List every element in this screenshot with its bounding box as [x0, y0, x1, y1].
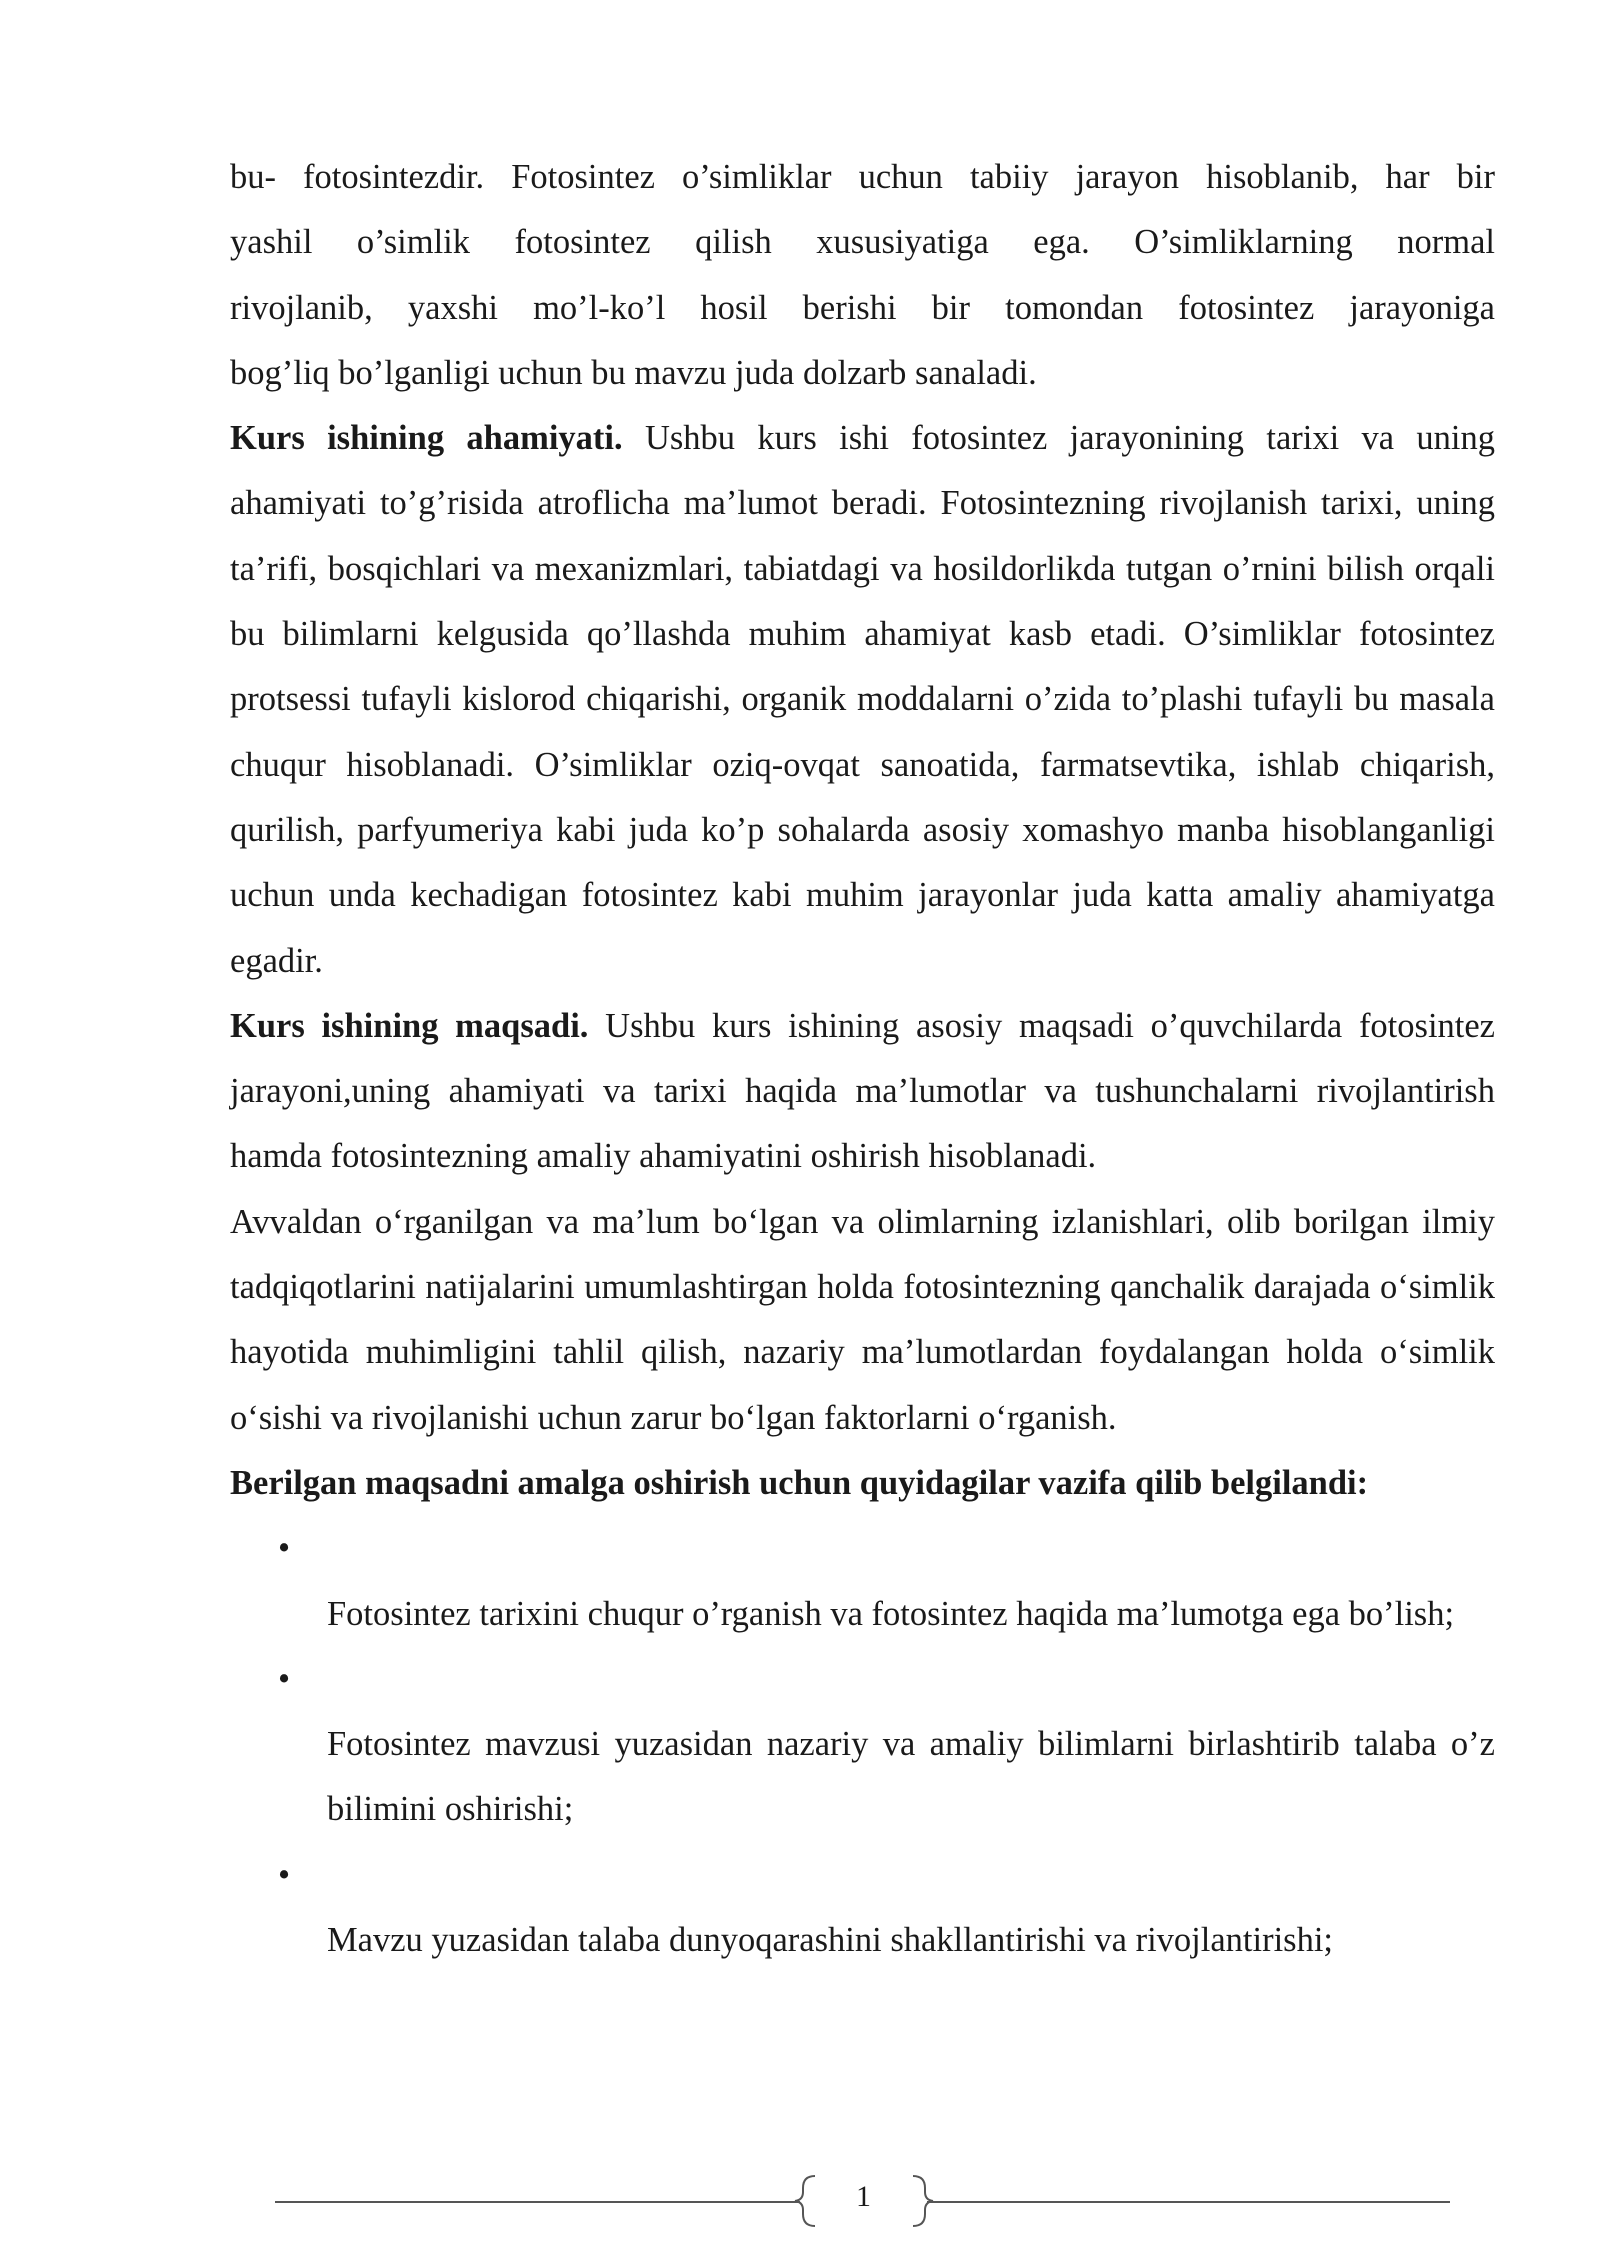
goal-heading: Kurs ishining maqsadi. — [230, 1006, 589, 1045]
task-text: Mavzu yuzasidan talaba dunyoqarashini shakllantirishi va rivojlantirishi; — [327, 1921, 1334, 1960]
intro-line-4: bog’liq bo’lganligi uchun bu mavzu juda dolzarb sanaladi. — [230, 353, 1037, 392]
bullet-icon: • — [278, 1855, 291, 1894]
list-item — [230, 1516, 1495, 1647]
list-item — [230, 1647, 1495, 1843]
tasks-heading: Berilgan maqsadni amalga oshirish uchun quyidagilar vazifa qilib belgilandi: — [230, 1463, 1369, 1502]
research-text: Avvaldan o‘rganilgan va ma’lum bo‘lgan va olimlarning izlanishlari, olib borilgan ilmiy tadqiqotlarini natijalarini umumlashtirgan holda fotosintezning qanchalik darajada o‘simlik hayotida muhimligini tahlil qilish, nazariy ma’lumotlardan foydalangan holda o‘simlik o‘sishi va rivojlanishi uchun zarur bo‘lgan faktorlarni o‘rganish. — [230, 1202, 1495, 1437]
goal-paragraph — [230, 994, 1495, 1190]
footer-rule-right — [927, 2201, 1450, 2203]
bullet-icon: • — [278, 1529, 291, 1568]
intro-line-3: rivojlanib, yaxshi mo’l-ko’l hosil berishi bir tomondan fotosintez jarayoniga — [230, 288, 1495, 327]
bullet-icon: • — [278, 1659, 291, 1698]
task-text: Fotosintez mavzusi yuzasidan nazariy va amaliy bilimlarni birlashtirib talaba o’z bilimini oshirishi; — [327, 1725, 1495, 1829]
intro-line-1: bu- fotosintezdir. Fotosintez o’simliklar uchun tabiiy jarayon hisoblanib, har bir — [230, 158, 1495, 196]
intro-line-2: yashil o’simlik fotosintez qilish xususiyatiga ega. O’simliklarning normal — [230, 223, 1495, 262]
page-footer — [275, 2170, 1450, 2230]
task-text: Fotosintez tarixini chuqur o’rganish va fotosintez haqida ma’lumotga ega bo’lish; — [327, 1594, 1455, 1633]
significance-heading: Kurs ishining ahamiyati. — [230, 419, 623, 458]
goal-text: Ushbu kurs ishining asosiy maqsadi o’quvchilarda fotosintez jarayoni,uning ahamiyati va tarixi haqida ma’lumotlar va tushunchalarni rivojlantirish hamda fotosintezning amaliy ahamiyatini oshirish hisoblanadi. — [230, 1006, 1495, 1176]
significance-paragraph — [230, 406, 1495, 994]
document-page — [230, 145, 1495, 1973]
research-paragraph — [230, 1190, 1495, 1451]
page-number: 1 — [856, 2180, 871, 2213]
significance-text: Ushbu kurs ishi fotosintez jarayonining tarixi va uning ahamiyati to’g’risida atroflicha ma’lumot beradi. Fotosintezning rivojlanish tarixi, uning ta’rifi, bosqichlari va mexanizmlari, tabiatdagi va hosildorlikda tutgan o’rnini bilish orqali bu bilimlarni kelgusida qo’llashda muhim ahamiyat kasb etadi. O’simliklar fotosintez protsessi tufayli kislorod chiqarishi, organik moddalarni o’zida to’plashi tufayli bu masala chuqur hisoblanadi. O’simliklar oziq-ovqat sanoatida, farmatsevtika, ishlab chiqarish, qurilish, parfyumeriya kabi juda ko’p sohalarda asosiy xomashyo manba hisoblanganligi uchun unda kechadigan fotosintez kabi muhim jarayonlar juda katta amaliy ahamiyatga egadir. — [230, 419, 1495, 980]
task-list — [230, 1516, 1495, 1973]
list-item — [230, 1843, 1495, 1974]
intro-paragraph — [230, 145, 1495, 406]
